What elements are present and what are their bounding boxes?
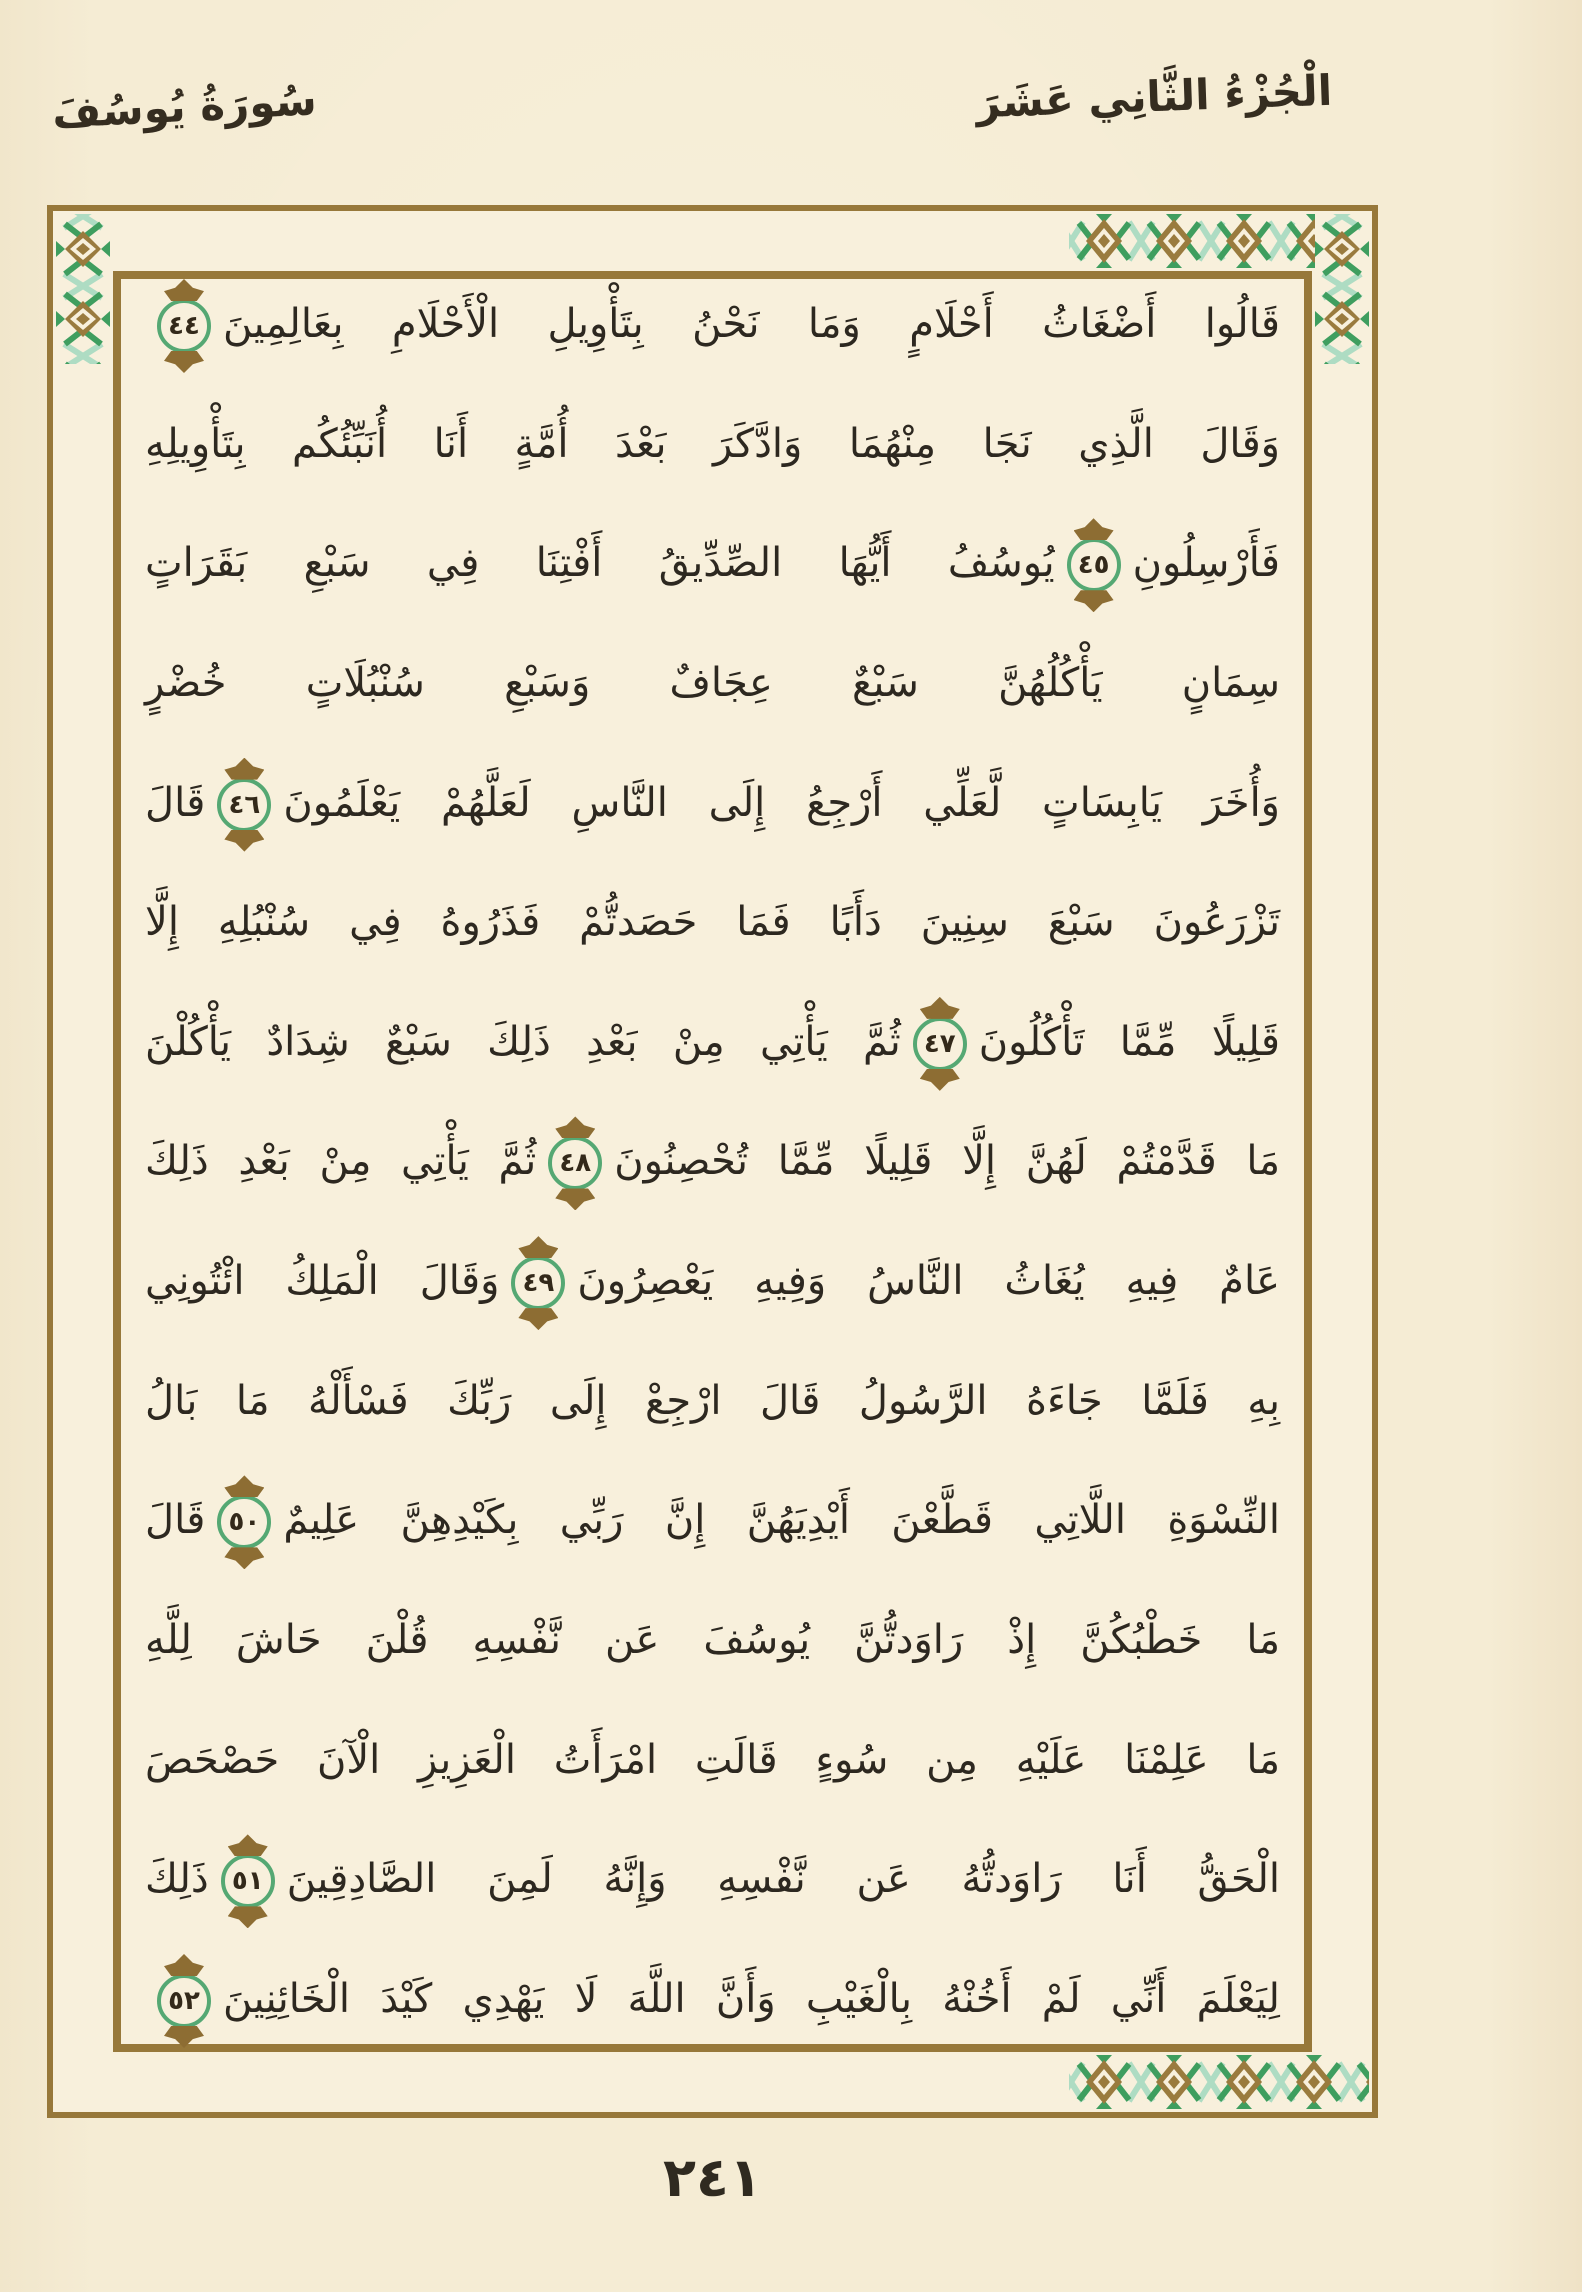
ayah-text: ثُمَّ يَأْتِي مِنْ بَعْدِ ذَلِكَ سَبْعٌ شِدَادٌ يَأْكُلْنَ xyxy=(145,1018,901,1065)
ayah-text: تَزْرَعُونَ سَبْعَ سِنِينَ دَأَبًا فَمَا حَصَدتُّمْ فَذَرُوهُ فِي سُنْبُلِهِ إِلَّا xyxy=(145,899,1280,946)
verse-number: ٤٨ xyxy=(559,1148,592,1179)
verse-number: ٥٠ xyxy=(228,1507,261,1538)
verse-number: ٥٢ xyxy=(168,1985,200,2016)
verse-number: ٥١ xyxy=(231,1866,264,1897)
ayah-text: وَقَالَ الْمَلِكُ ائْتُونِي xyxy=(145,1258,500,1305)
verse-number: ٤٧ xyxy=(923,1028,956,1059)
ayah-text: لِيَعْلَمَ أَنِّي لَمْ أَخُنْهُ بِالْغَيْبِ وَأَنَّ اللَّهَ لَا يَهْدِي كَيْدَ الْخَائِنِينَ xyxy=(223,1975,1280,2022)
ayah-text: بِهِ فَلَمَّا جَاءَهُ الرَّسُولُ قَالَ ارْجِعْ إِلَى رَبِّكَ فَسْأَلْهُ مَا بَالُ xyxy=(145,1377,1280,1424)
border-pattern-left xyxy=(56,214,110,364)
surah-title-calligraphy: سُورَةُ يُوسُفَ xyxy=(50,75,318,138)
ayah-text: الْحَقُّ أَنَا رَاوَدتُّهُ عَن نَّفْسِهِ وَإِنَّهُ لَمِنَ الصَّادِقِينَ xyxy=(286,1856,1280,1903)
decorative-border-frame xyxy=(47,205,1378,2118)
verse-number-medallion xyxy=(221,1854,275,1908)
quran-line xyxy=(145,774,1280,832)
quran-line xyxy=(145,1491,1280,1549)
ayah-text: قَلِيلًا مِّمَّا تَأْكُلُونَ xyxy=(978,1018,1280,1065)
quran-line xyxy=(145,1372,1280,1430)
quran-text-area xyxy=(145,295,1280,2028)
border-pattern-right xyxy=(1315,214,1369,364)
quran-line xyxy=(145,1850,1280,1908)
ayah-text: سِمَانٍ يَأْكُلُهُنَّ سَبْعٌ عِجَافٌ وَسَبْعِ سُنْبُلَاتٍ خُضْرٍ xyxy=(145,659,1280,706)
quran-line xyxy=(145,295,1280,353)
quran-line xyxy=(145,654,1280,712)
quran-line xyxy=(145,534,1280,592)
quran-line xyxy=(145,1132,1280,1190)
quran-line xyxy=(145,1252,1280,1310)
verse-number-medallion xyxy=(913,1017,967,1071)
verse-number-medallion xyxy=(548,1136,602,1190)
quran-line xyxy=(145,1731,1280,1789)
inner-frame-line xyxy=(113,271,1312,2052)
ayah-text: ذَلِكَ xyxy=(145,1856,209,1903)
verse-number-medallion xyxy=(511,1256,565,1310)
quran-line xyxy=(145,1970,1280,2028)
ayah-text: فَأَرْسِلُونِ xyxy=(1132,540,1280,587)
page-number: ٢٤١ xyxy=(663,2146,762,2209)
verse-number-medallion xyxy=(1067,538,1121,592)
ayah-text: عَامٌ فِيهِ يُغَاثُ النَّاسُ وَفِيهِ يَعْصِرُونَ xyxy=(577,1258,1280,1305)
ayah-text: ثُمَّ يَأْتِي مِنْ بَعْدِ ذَلِكَ xyxy=(145,1138,537,1185)
quran-line xyxy=(145,1013,1280,1071)
juz-title-calligraphy: الْجُزْءُ الثَّانِي عَشَرَ xyxy=(975,65,1333,128)
verse-number-medallion xyxy=(217,1495,271,1549)
verse-number: ٤٩ xyxy=(522,1268,555,1299)
ayah-text: مَا قَدَّمْتُمْ لَهُنَّ إِلَّا قَلِيلًا مِّمَّا تُحْصِنُونَ xyxy=(614,1138,1280,1185)
border-pattern-bottom xyxy=(1069,2055,1369,2109)
ayah-text: النِّسْوَةِ اللَّاتِي قَطَّعْنَ أَيْدِيَهُنَّ إِنَّ رَبِّي بِكَيْدِهِنَّ عَلِيمٌ xyxy=(283,1497,1280,1544)
ayah-text: قَالَ xyxy=(145,779,206,826)
verse-number-medallion xyxy=(157,299,211,353)
ayah-text: مَا خَطْبُكُنَّ إِذْ رَاوَدتُّنَّ يُوسُفَ عَن نَّفْسِهِ قُلْنَ حَاشَ لِلَّهِ xyxy=(145,1617,1280,1664)
verse-number-medallion xyxy=(157,1974,211,2028)
ayah-text: قَالَ xyxy=(145,1497,206,1544)
ayah-text: مَا عَلِمْنَا عَلَيْهِ مِن سُوءٍ قَالَتِ امْرَأَتُ الْعَزِيزِ الْآنَ حَصْحَصَ xyxy=(145,1736,1280,1783)
quran-line xyxy=(145,893,1280,951)
ayah-text: وَأُخَرَ يَابِسَاتٍ لَّعَلِّي أَرْجِعُ إِلَى النَّاسِ لَعَلَّهُمْ يَعْلَمُونَ xyxy=(283,779,1280,826)
verse-number: ٤٤ xyxy=(168,311,200,341)
ayah-text: قَالُوا أَضْغَاثُ أَحْلَامٍ وَمَا نَحْنُ بِتَأْوِيلِ الْأَحْلَامِ بِعَالِمِينَ xyxy=(223,301,1280,347)
verse-number-medallion xyxy=(217,778,271,832)
verse-number: ٤٦ xyxy=(228,789,261,820)
ayah-text: وَقَالَ الَّذِي نَجَا مِنْهُمَا وَادَّكَرَ بَعْدَ أُمَّةٍ أَنَا أُنَبِّئُكُم بِتَأْوِيلِهِ xyxy=(145,420,1280,467)
ayah-text: يُوسُفُ أَيُّهَا الصِّدِّيقُ أَفْتِنَا فِي سَبْعِ بَقَرَاتٍ xyxy=(145,540,1055,587)
verse-number: ٤٥ xyxy=(1077,550,1110,581)
quran-line xyxy=(145,1611,1280,1669)
quran-line xyxy=(145,415,1280,473)
